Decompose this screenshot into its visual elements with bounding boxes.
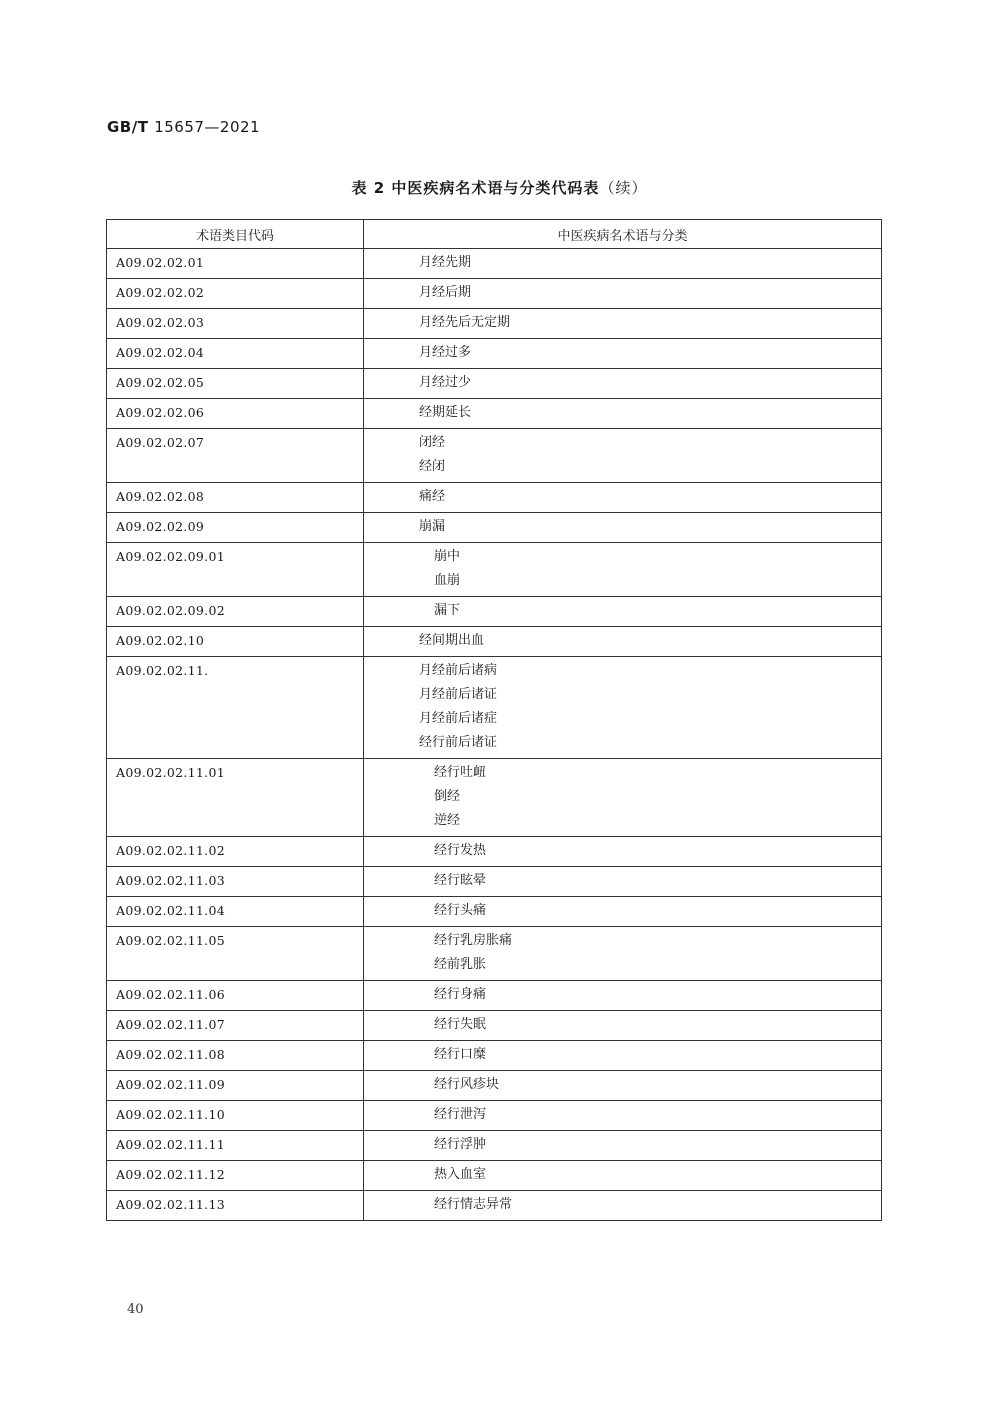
term-name: 痛经 <box>419 489 446 504</box>
term-name: 经行情志异常 <box>434 1197 513 1212</box>
term-names-cell <box>364 837 882 867</box>
table-title-suffix: （续） <box>599 179 648 197</box>
term-name: 经行风疹块 <box>434 1077 500 1092</box>
term-name: 崩中 <box>434 549 461 564</box>
term-names-cell <box>364 369 882 399</box>
term-names-cell <box>364 399 882 429</box>
term-code-cell: A09.02.02.11.08 <box>107 1041 364 1071</box>
term-code-cell: A09.02.02.11.10 <box>107 1101 364 1131</box>
term-names-cell <box>364 1161 882 1191</box>
term-code-cell: A09.02.02.07 <box>107 429 364 483</box>
term-name: 月经前后诸证 <box>419 687 498 702</box>
term-code-cell: A09.02.02.11.06 <box>107 981 364 1011</box>
term-names-cell <box>364 279 882 309</box>
standard-number: 15657—2021 <box>154 118 261 136</box>
table-row <box>107 429 882 483</box>
table-title-main: 表 2 中医疾病名术语与分类代码表 <box>351 179 600 197</box>
term-code-cell: A09.02.02.09.01 <box>107 543 364 597</box>
table-row <box>107 483 882 513</box>
term-name: 经行失眠 <box>434 1017 487 1032</box>
term-names-cell <box>364 249 882 279</box>
term-code-cell: A09.02.02.01 <box>107 249 364 279</box>
table-row <box>107 249 882 279</box>
term-name: 漏下 <box>434 603 461 618</box>
table-row <box>107 309 882 339</box>
term-names-cell <box>364 597 882 627</box>
table-row <box>107 1191 882 1221</box>
term-names-cell <box>364 1071 882 1101</box>
term-name: 经闭 <box>419 459 446 474</box>
term-name: 倒经 <box>434 789 461 804</box>
term-name: 经行乳房胀痛 <box>434 933 513 948</box>
term-code-cell: A09.02.02.11.07 <box>107 1011 364 1041</box>
term-code-cell: A09.02.02.08 <box>107 483 364 513</box>
term-name: 崩漏 <box>419 519 446 534</box>
table-row <box>107 399 882 429</box>
term-code-cell: A09.02.02.11.12 <box>107 1161 364 1191</box>
term-names-cell <box>364 543 882 597</box>
table-row <box>107 759 882 837</box>
term-name: 经行浮肿 <box>434 1137 487 1152</box>
term-name: 经间期出血 <box>419 633 485 648</box>
term-name: 经行发热 <box>434 843 487 858</box>
term-name: 经行身痛 <box>434 987 487 1002</box>
term-names-cell <box>364 657 882 759</box>
term-code-cell: A09.02.02.02 <box>107 279 364 309</box>
term-code-cell: A09.02.02.05 <box>107 369 364 399</box>
term-code-cell: A09.02.02.11.01 <box>107 759 364 837</box>
term-names-cell <box>364 759 882 837</box>
code-table <box>106 219 882 1221</box>
table-row <box>107 1071 882 1101</box>
table-row <box>107 657 882 759</box>
term-code-cell: A09.02.02.11.13 <box>107 1191 364 1221</box>
table-row <box>107 627 882 657</box>
term-names-cell <box>364 627 882 657</box>
table-row <box>107 1101 882 1131</box>
table-row <box>107 543 882 597</box>
term-code-cell: A09.02.02.11.11 <box>107 1131 364 1161</box>
term-name: 经行口糜 <box>434 1047 487 1062</box>
term-name: 经期延长 <box>419 405 472 420</box>
table-row <box>107 279 882 309</box>
term-name: 经行眩晕 <box>434 873 487 888</box>
standard-header <box>107 118 260 136</box>
term-code-cell: A09.02.02.11.04 <box>107 897 364 927</box>
term-name: 逆经 <box>434 813 461 828</box>
term-names-cell <box>364 1011 882 1041</box>
term-names-cell <box>364 309 882 339</box>
term-code-cell: A09.02.02.03 <box>107 309 364 339</box>
table-header-row <box>107 220 882 249</box>
term-name: 经行吐衄 <box>434 765 487 780</box>
table-row <box>107 1161 882 1191</box>
term-name: 月经前后诸病 <box>419 663 498 678</box>
term-names-cell <box>364 897 882 927</box>
term-code-cell: A09.02.02.11.03 <box>107 867 364 897</box>
term-code-cell: A09.02.02.11.02 <box>107 837 364 867</box>
term-code-cell: A09.02.02.09 <box>107 513 364 543</box>
table-row <box>107 369 882 399</box>
table-row <box>107 897 882 927</box>
term-name: 月经先后无定期 <box>419 315 511 330</box>
term-names-cell <box>364 981 882 1011</box>
column-header-term: 中医疾病名术语与分类 <box>364 220 882 249</box>
term-names-cell <box>364 1191 882 1221</box>
term-code-cell: A09.02.02.10 <box>107 627 364 657</box>
term-names-cell <box>364 867 882 897</box>
term-names-cell <box>364 1041 882 1071</box>
term-names-cell <box>364 513 882 543</box>
term-names-cell <box>364 1101 882 1131</box>
term-code-cell: A09.02.02.11.09 <box>107 1071 364 1101</box>
term-code-cell: A09.02.02.06 <box>107 399 364 429</box>
table-row <box>107 837 882 867</box>
standard-prefix: GB/T <box>107 118 149 136</box>
term-name: 月经先期 <box>419 255 472 270</box>
term-name: 经行泄泻 <box>434 1107 487 1122</box>
term-names-cell <box>364 927 882 981</box>
table-row <box>107 513 882 543</box>
table-row <box>107 1041 882 1071</box>
term-name: 月经过多 <box>419 345 472 360</box>
term-code-cell: A09.02.02.04 <box>107 339 364 369</box>
term-name: 月经过少 <box>419 375 472 390</box>
term-code-cell: A09.02.02.09.02 <box>107 597 364 627</box>
table-title <box>0 177 999 198</box>
term-name: 月经后期 <box>419 285 472 300</box>
table-row <box>107 1131 882 1161</box>
term-name: 月经前后诸症 <box>419 711 498 726</box>
term-code-cell: A09.02.02.11. <box>107 657 364 759</box>
table-row <box>107 981 882 1011</box>
table-row <box>107 597 882 627</box>
table-row <box>107 1011 882 1041</box>
table-row <box>107 927 882 981</box>
column-header-code: 术语类目代码 <box>107 220 364 249</box>
table-row <box>107 339 882 369</box>
term-names-cell <box>364 483 882 513</box>
term-name: 经前乳胀 <box>434 957 487 972</box>
term-name: 闭经 <box>419 435 446 450</box>
term-name: 血崩 <box>434 573 461 588</box>
term-names-cell <box>364 429 882 483</box>
term-code-cell: A09.02.02.11.05 <box>107 927 364 981</box>
term-names-cell <box>364 339 882 369</box>
term-name: 热入血室 <box>434 1167 487 1182</box>
term-name: 经行头痛 <box>434 903 487 918</box>
table-row <box>107 867 882 897</box>
term-name: 经行前后诸证 <box>419 735 498 750</box>
page-number: 40 <box>127 1302 144 1317</box>
term-names-cell <box>364 1131 882 1161</box>
table-body <box>107 249 882 1221</box>
